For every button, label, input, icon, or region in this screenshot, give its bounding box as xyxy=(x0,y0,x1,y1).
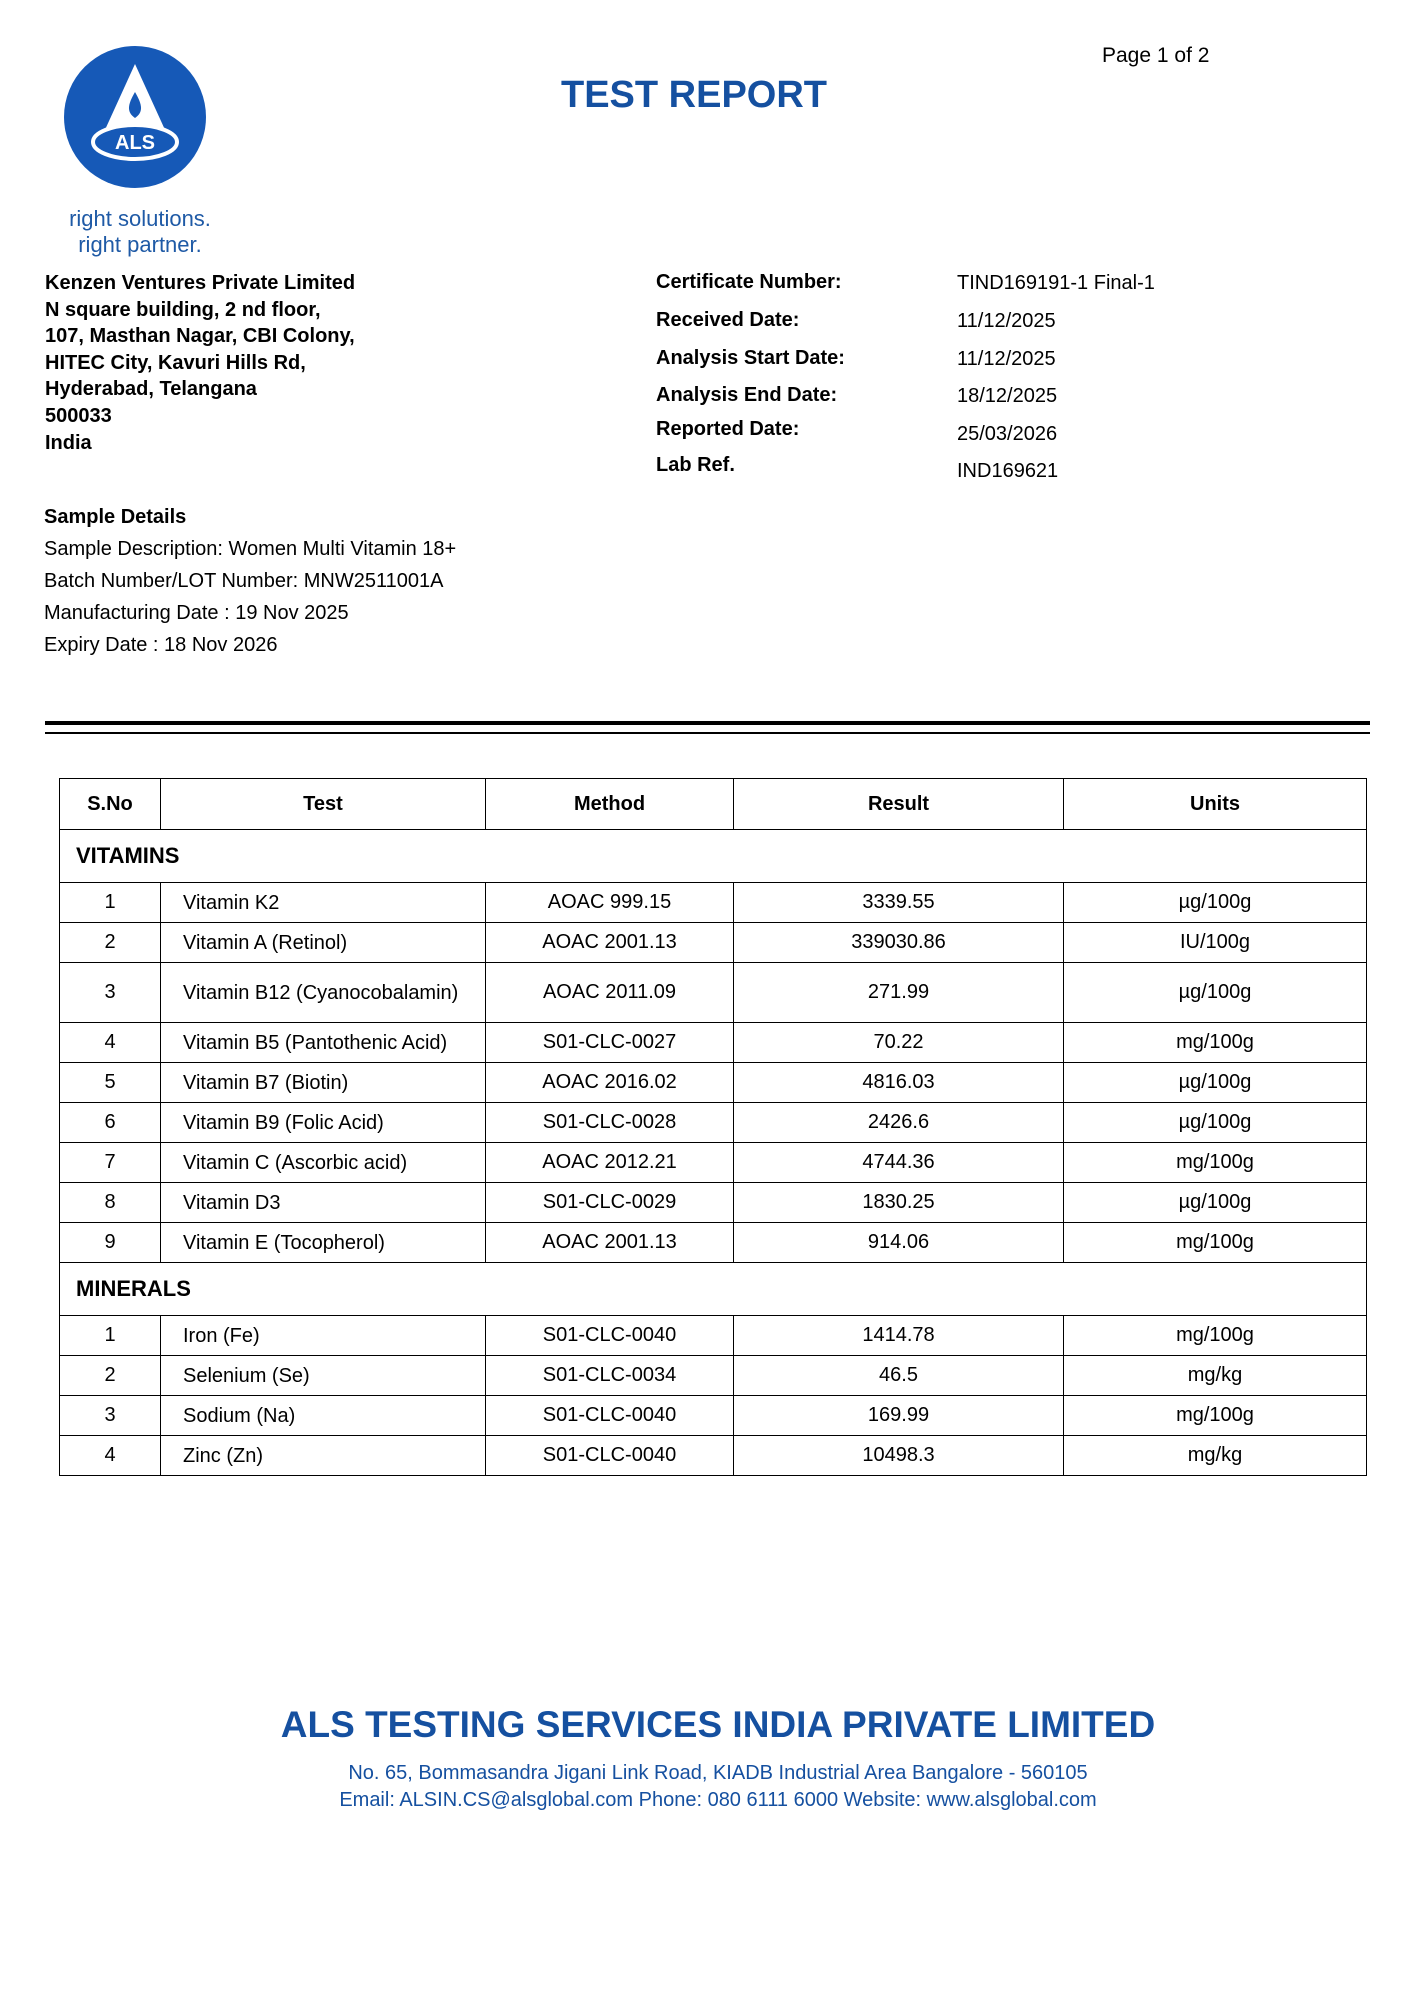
cell-sno: 3 xyxy=(60,1396,161,1436)
cell-sno: 2 xyxy=(60,923,161,963)
cell-sno: 6 xyxy=(60,1103,161,1143)
cell-test: Selenium (Se) xyxy=(161,1356,486,1396)
cell-units: µg/100g xyxy=(1064,1103,1367,1143)
table-row xyxy=(60,1183,1367,1223)
cell-result: 339030.86 xyxy=(734,923,1064,963)
table-row xyxy=(60,1316,1367,1356)
sample-description: Sample Description: Women Multi Vitamin 18+ xyxy=(44,538,457,560)
cell-units: mg/100g xyxy=(1064,1143,1367,1183)
cell-units: mg/100g xyxy=(1064,1396,1367,1436)
manufacturing-date: Manufacturing Date : 19 Nov 2025 xyxy=(44,602,349,624)
address-line: 107, Masthan Nagar, CBI Colony, xyxy=(45,325,355,348)
cell-sno: 5 xyxy=(60,1063,161,1103)
page-title: TEST REPORT xyxy=(560,74,828,116)
cell-method: AOAC 2012.21 xyxy=(486,1143,734,1183)
client-address xyxy=(45,270,355,456)
cell-sno: 9 xyxy=(60,1223,161,1263)
divider xyxy=(45,732,1370,734)
cell-units: mg/100g xyxy=(1064,1316,1367,1356)
cell-sno: 7 xyxy=(60,1143,161,1183)
cell-test: Vitamin B12 (Cyanocobalamin) xyxy=(161,963,486,1023)
reported-date-label: Reported Date: xyxy=(656,418,800,440)
cell-result: 4744.36 xyxy=(734,1143,1064,1183)
footer-company-name: ALS TESTING SERVICES INDIA PRIVATE LIMITED xyxy=(280,1704,1156,1745)
cell-result: 3339.55 xyxy=(734,883,1064,923)
cell-units: µg/100g xyxy=(1064,883,1367,923)
batch-number: Batch Number/LOT Number: MNW2511001A xyxy=(44,570,444,592)
analysis-start-value: 11/12/2025 xyxy=(957,348,1056,370)
logo-text: ALS xyxy=(115,132,155,154)
cell-method: S01-CLC-0040 xyxy=(486,1396,734,1436)
sample-details xyxy=(44,501,456,661)
section-title: VITAMINS xyxy=(60,830,1367,883)
table-row xyxy=(60,963,1367,1023)
table-row xyxy=(60,1103,1367,1143)
cell-result: 2426.6 xyxy=(734,1103,1064,1143)
cell-test: Vitamin D3 xyxy=(161,1183,486,1223)
table-row xyxy=(60,883,1367,923)
cell-method: S01-CLC-0027 xyxy=(486,1023,734,1063)
reported-date-value: 25/03/2026 xyxy=(957,423,1058,445)
cell-method: AOAC 2001.13 xyxy=(486,1223,734,1263)
cell-units: µg/100g xyxy=(1064,1183,1367,1223)
section-row xyxy=(60,1263,1367,1316)
table-row xyxy=(60,1223,1367,1263)
table-row xyxy=(60,1436,1367,1476)
cell-test: Zinc (Zn) xyxy=(161,1436,486,1476)
received-date-value: 11/12/2025 xyxy=(957,310,1056,332)
section-row xyxy=(60,830,1367,883)
cell-sno: 4 xyxy=(60,1436,161,1476)
header-sno: S.No xyxy=(60,779,161,830)
cell-result: 10498.3 xyxy=(734,1436,1064,1476)
cell-sno: 1 xyxy=(60,883,161,923)
table-row xyxy=(60,1396,1367,1436)
footer-address: No. 65, Bommasandra Jigani Link Road, KIADB Industrial Area Bangalore - 560105 xyxy=(348,1762,1088,1784)
cell-test: Vitamin B7 (Biotin) xyxy=(161,1063,486,1103)
received-date-label: Received Date: xyxy=(656,309,800,331)
cell-method: AOAC 2011.09 xyxy=(486,963,734,1023)
tagline-line: right partner. xyxy=(78,232,202,257)
table-row xyxy=(60,923,1367,963)
cell-units: mg/kg xyxy=(1064,1436,1367,1476)
cell-result: 46.5 xyxy=(734,1356,1064,1396)
cell-result: 169.99 xyxy=(734,1396,1064,1436)
cell-result: 4816.03 xyxy=(734,1063,1064,1103)
cell-sno: 8 xyxy=(60,1183,161,1223)
cell-test: Sodium (Na) xyxy=(161,1396,486,1436)
section-title: MINERALS xyxy=(60,1263,1367,1316)
page-number: Page 1 of 2 xyxy=(1102,44,1210,67)
als-logo xyxy=(64,46,206,188)
header-result: Result xyxy=(734,779,1064,830)
cell-result: 914.06 xyxy=(734,1223,1064,1263)
cell-method: AOAC 2001.13 xyxy=(486,923,734,963)
cell-result: 1414.78 xyxy=(734,1316,1064,1356)
cell-units: µg/100g xyxy=(1064,963,1367,1023)
cell-units: IU/100g xyxy=(1064,923,1367,963)
address-line: Hyderabad, Telangana xyxy=(45,378,257,401)
analysis-end-value: 18/12/2025 xyxy=(957,385,1058,407)
address-line: N square building, 2 nd floor, xyxy=(45,298,321,321)
table-row xyxy=(60,1356,1367,1396)
address-line: 500033 xyxy=(45,404,112,427)
cell-method: S01-CLC-0029 xyxy=(486,1183,734,1223)
cell-method: S01-CLC-0040 xyxy=(486,1316,734,1356)
cell-test: Vitamin B5 (Pantothenic Acid) xyxy=(161,1023,486,1063)
certificate-number-value: TIND169191-1 Final-1 xyxy=(957,272,1155,294)
cell-method: S01-CLC-0034 xyxy=(486,1356,734,1396)
cell-test: Vitamin B9 (Folic Acid) xyxy=(161,1103,486,1143)
table-row xyxy=(60,1063,1367,1103)
cell-sno: 4 xyxy=(60,1023,161,1063)
cell-method: AOAC 2016.02 xyxy=(486,1063,734,1103)
cell-sno: 3 xyxy=(60,963,161,1023)
lab-ref-value: IND169621 xyxy=(957,460,1059,482)
header-units: Units xyxy=(1064,779,1367,830)
table-row xyxy=(60,1023,1367,1063)
table-row xyxy=(60,1143,1367,1183)
analysis-start-label: Analysis Start Date: xyxy=(656,347,845,369)
footer-contact-line: Email: ALSIN.CS@alsglobal.com Phone: 080 6111 6000 Website: www.alsglobal.com xyxy=(339,1789,1097,1811)
cell-sno: 2 xyxy=(60,1356,161,1396)
lab-ref-label: Lab Ref. xyxy=(656,454,735,476)
cell-result: 271.99 xyxy=(734,963,1064,1023)
client-name: Kenzen Ventures Private Limited xyxy=(45,272,356,294)
certificate-number-label: Certificate Number: xyxy=(656,271,842,293)
divider xyxy=(45,721,1370,725)
address-line: India xyxy=(45,431,92,454)
address-line: HITEC City, Kavuri Hills Rd, xyxy=(45,351,306,374)
cell-method: S01-CLC-0028 xyxy=(486,1103,734,1143)
cell-units: µg/100g xyxy=(1064,1063,1367,1103)
cell-result: 70.22 xyxy=(734,1023,1064,1063)
cell-test: Vitamin K2 xyxy=(161,883,486,923)
cell-units: mg/kg xyxy=(1064,1356,1367,1396)
results-table xyxy=(59,778,1367,1476)
cell-sno: 1 xyxy=(60,1316,161,1356)
footer-contact xyxy=(0,1760,1414,1814)
tagline-line: right solutions. xyxy=(69,206,211,231)
cell-method: S01-CLC-0040 xyxy=(486,1436,734,1476)
cell-test: Vitamin A (Retinol) xyxy=(161,923,486,963)
sample-details-heading: Sample Details xyxy=(44,506,187,528)
header-method: Method xyxy=(486,779,734,830)
cell-test: Vitamin C (Ascorbic acid) xyxy=(161,1143,486,1183)
tagline xyxy=(50,206,230,258)
cell-test: Vitamin E (Tocopherol) xyxy=(161,1223,486,1263)
expiry-date: Expiry Date : 18 Nov 2026 xyxy=(44,634,278,656)
cell-units: mg/100g xyxy=(1064,1023,1367,1063)
cell-method: AOAC 999.15 xyxy=(486,883,734,923)
analysis-end-label: Analysis End Date: xyxy=(656,384,838,406)
header-test: Test xyxy=(161,779,486,830)
cell-test: Iron (Fe) xyxy=(161,1316,486,1356)
table-header-row xyxy=(60,779,1367,830)
cell-units: mg/100g xyxy=(1064,1223,1367,1263)
cell-result: 1830.25 xyxy=(734,1183,1064,1223)
